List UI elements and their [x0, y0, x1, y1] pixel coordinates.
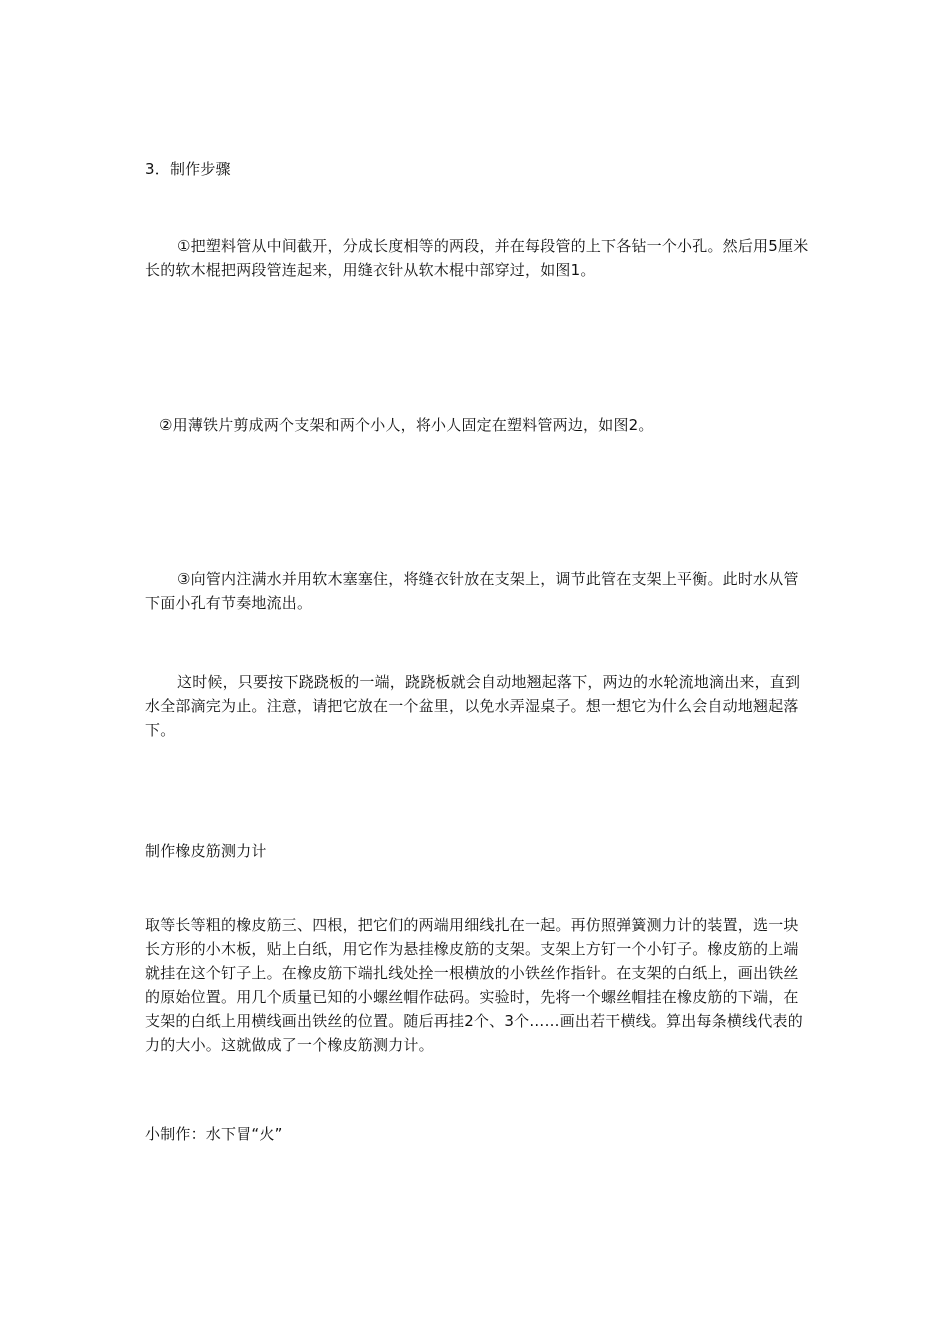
step-1-paragraph: ①把塑料管从中间截开，分成长度相等的两段，并在每段管的上下各钻一个小孔。然后用5厘米长的软木棍把两段管连起来，用缝衣针从软木棍中部穿过，如图1。 — [145, 237, 809, 279]
underwater-fire-heading: 小制作：水下冒“火” — [145, 1125, 283, 1143]
step-3-paragraph: ③向管内注满水并用软木塞塞住，将缝衣针放在支架上，调节此管在支架上平衡。此时水从管下面小孔有节奏地流出。 — [145, 570, 799, 612]
rubber-band-heading: 制作橡皮筋测力计 — [145, 842, 267, 860]
seesaw-paragraph: 这时候，只要按下跷跷板的一端，跷跷板就会自动地翘起落下，两边的水轮流地滴出来，直到水全部滴完为止。注意，请把它放在一个盆里，以免水弄湿桌子。想一想它为什么会自动地翘起落下。 — [145, 673, 801, 739]
rubber-band-paragraph: 取等长等粗的橡皮筋三、四根，把它们的两端用细线扎在一起。再仿照弹簧测力计的装置，选一块长方形的小木板，贴上白纸，用它作为悬挂橡皮筋的支架。支架上方钉一个小钉子。橡皮筋的上端就挂在这个钉子上。在橡皮筋下端扎线处拴一根横放的小铁丝作指针。在支架的白纸上，画出铁丝的原始位置。用几个质量已知的小螺丝帽作砝码。实验时，先将一个螺丝帽挂在橡皮筋的下端，在支架的白纸上用横线画出铁丝的位置。随后再挂2个、3个……画出若干横线。算出每条横线代表的力的大小。这就做成了一个橡皮筋测力计。 — [145, 916, 803, 1054]
step-2-paragraph: ②用薄铁片剪成两个支架和两个小人，将小人固定在塑料管两边，如图2。 — [159, 416, 654, 434]
section-heading: 3．制作步骤 — [145, 160, 231, 178]
